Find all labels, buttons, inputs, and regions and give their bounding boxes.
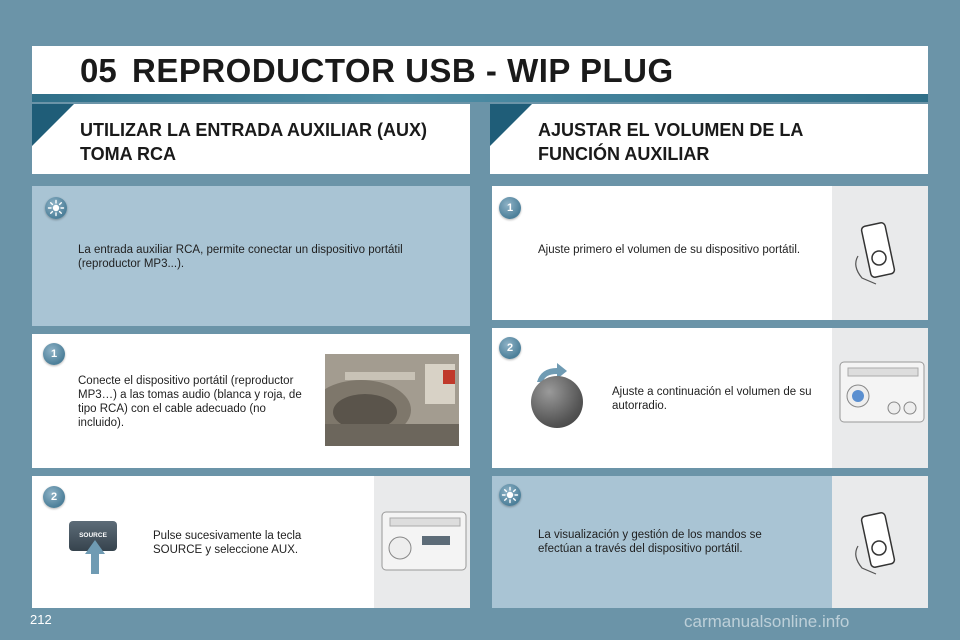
page-header [32, 46, 928, 94]
left-section-heading [32, 104, 470, 174]
radio-illustration [832, 328, 928, 468]
tip-sun-icon [45, 197, 67, 219]
page-title: REPRODUCTOR USB - WIP PLUG [132, 52, 674, 89]
step-number-badge: 1 [499, 197, 521, 219]
right-info-text: La visualización y gestión de los mandos se efectúan a través del dispositivo portátil. [538, 529, 762, 555]
heading-wedge-decoration [32, 104, 74, 146]
header-divider [32, 94, 928, 102]
page-number: 212 [30, 612, 52, 627]
left-info-panel [32, 186, 470, 326]
mp3-player-illustration [832, 186, 928, 320]
left-info-text: La entrada auxiliar RCA, permite conectar un dispositivo portátil (reproductor MP3...). [78, 244, 403, 270]
right-step1-text: Ajuste primero el volumen de su dispositivo portátil. [538, 244, 801, 256]
radio-illustration [374, 476, 470, 608]
right-heading-line1: AJUSTAR EL VOLUMEN DE LA [538, 120, 804, 140]
right-step2-text: Ajuste a continuación el volumen de su autorradio. [612, 386, 812, 412]
watermark: carmanualsonline.info [684, 612, 850, 631]
step-number-badge: 2 [499, 337, 521, 359]
right-heading-line2: FUNCIÓN AUXILIAR [538, 144, 710, 164]
left-step2-text: Pulse sucesivamente la tecla SOURCE y seleccione AUX. [153, 530, 302, 556]
step-number-badge: 1 [43, 343, 65, 365]
mp3-player-illustration [832, 476, 928, 608]
left-step1-text: Conecte el dispositivo portátil (reproductor MP3…) a las tomas audio (blanca y roja, de tipo RCA) con el cable adecuado (no incluido). [78, 375, 302, 429]
left-heading-line1: UTILIZAR LA ENTRADA AUXILIAR (AUX) [80, 120, 427, 140]
source-key-icon: SOURCE [69, 521, 117, 551]
tip-sun-icon [499, 484, 521, 506]
glovebox-photo [325, 354, 459, 446]
right-step1-panel [492, 186, 928, 320]
chapter-number: 05 [80, 52, 117, 89]
right-section-heading [490, 104, 928, 174]
heading-wedge-decoration [490, 104, 532, 146]
press-arrow-icon [84, 540, 106, 574]
right-info-panel [492, 476, 928, 608]
left-heading-line2: TOMA RCA [80, 144, 176, 164]
step-number-badge: 2 [43, 486, 65, 508]
volume-knob-icon [531, 376, 583, 428]
